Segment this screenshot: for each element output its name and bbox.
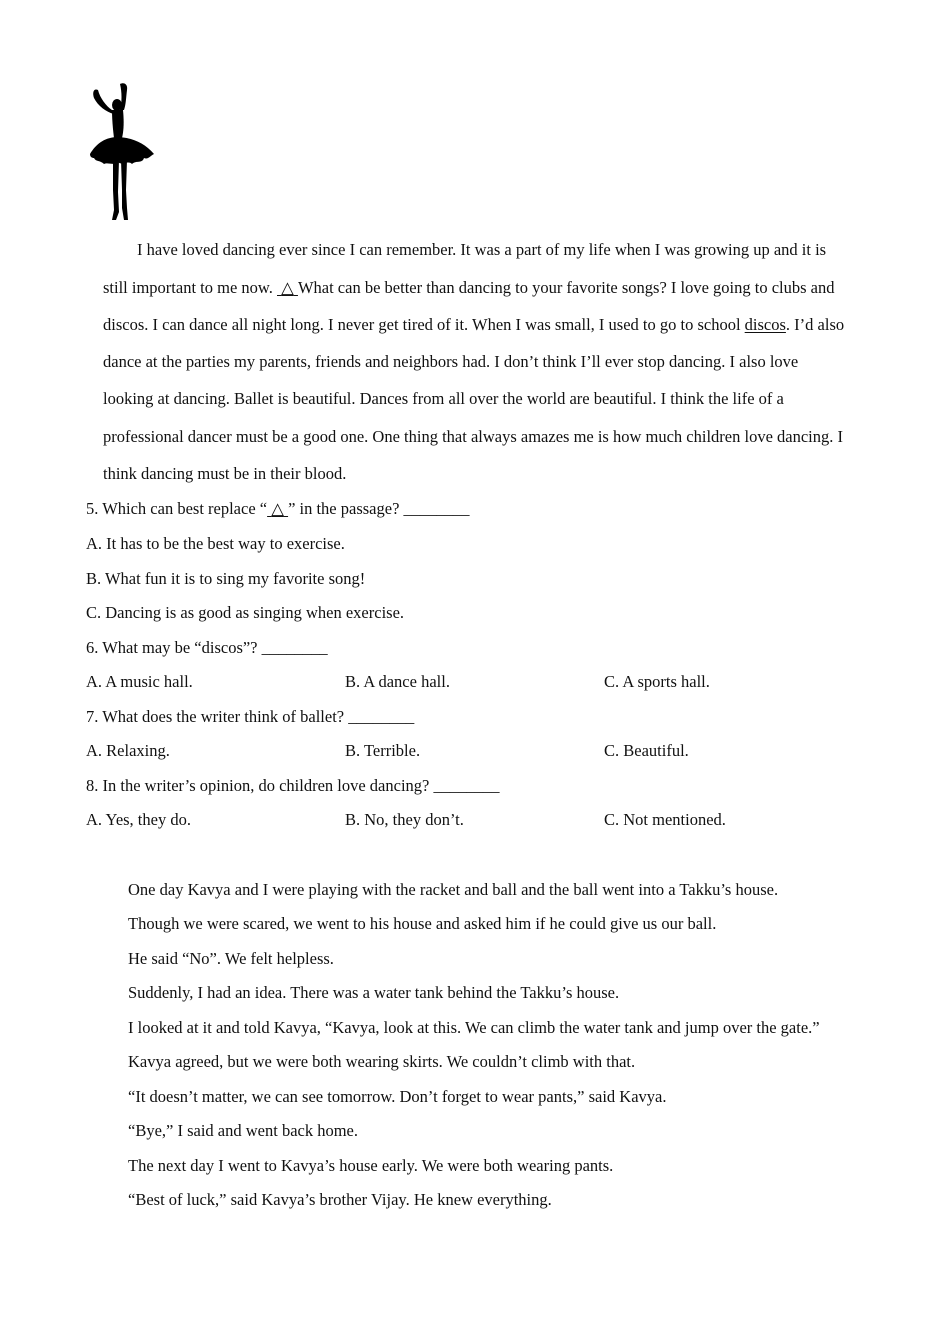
question-8-option-a: A. Yes, they do. [86,810,191,829]
passage2-line: Though we were scared, we went to his house and asked him if he could give us our ball. [128,914,717,933]
passage1-line: professional dancer must be a good one. One thing that always amazes me is how much children love dancing. I [103,427,843,446]
question-7-option-c: C. Beautiful. [604,741,689,760]
question-6-option-b: B. A dance hall. [345,672,450,691]
ballerina-silhouette-image [86,80,158,224]
underlined-word-discos: discos [744,315,786,334]
question-5-stem: 5. Which can best replace “ △ ” in the passage? ________ [86,499,470,518]
passage1-text: What can be better than dancing to your favorite songs? I love going to clubs and [297,278,835,297]
question-7-option-a: A. Relaxing. [86,741,170,760]
passage2-line: The next day I went to Kavya’s house early. We were both wearing pants. [128,1156,614,1175]
question-6-option-a: A. A music hall. [86,672,193,691]
question-5-option-a: A. It has to be the best way to exercise. [86,534,345,553]
passage1-text: . I’d also [785,315,845,334]
question-8-option-b: B. No, they don’t. [345,810,464,829]
passage2-line: “It doesn’t matter, we can see tomorrow. Don’t forget to wear pants,” said Kavya. [128,1087,667,1106]
question-7-stem: 7. What does the writer think of ballet? ________ [86,707,415,726]
passage2-line: Kavya agreed, but we were both wearing skirts. We couldn’t climb with that. [128,1052,636,1071]
passage1-line [103,315,844,335]
passage2-line: “Bye,” I said and went back home. [128,1121,359,1140]
passage2-line: “Best of luck,” said Kavya’s brother Vijay. He knew everything. [128,1190,552,1209]
passage1-line: looking at dancing. Ballet is beautiful. Dances from all over the world are beautiful. I think the life of a [103,389,784,408]
question-6-stem: 6. What may be “discos”? ________ [86,638,328,657]
question-6-option-c: C. A sports hall. [604,672,710,691]
passage1-line: think dancing must be in their blood. [103,464,347,483]
passage2-line: Suddenly, I had an idea. There was a water tank behind the Takku’s house. [128,983,620,1002]
passage1-text: still important to me now. [103,278,273,297]
passage2-line: One day Kavya and I were playing with the racket and ball and the ball went into a Takku’s house. [128,880,779,899]
question-7-option-b: B. Terrible. [345,741,421,760]
passage2-line: He said “No”. We felt helpless. [128,949,334,968]
question-5-option-c: C. Dancing is as good as singing when exercise. [86,603,405,622]
passage1-line: I have loved dancing ever since I can remember. It was a part of my life when I was growing up and it is [137,240,827,259]
question-8-stem: 8. In the writer’s opinion, do children love dancing? ________ [86,776,500,795]
blank-marker: △ [271,499,284,518]
passage1-line [103,278,835,298]
passage1-line: dance at the parties my parents, friends and neighbors had. I don’t think I’ll ever stop dancing. I also love [103,352,799,371]
passage2-line: I looked at it and told Kavya, “Kavya, look at this. We can climb the water tank and jump over the gate.” [128,1018,820,1037]
passage1-text: discos. I can dance all night long. I never get tired of it. When I was small, I used to go to school [103,315,741,334]
question-8-option-c: C. Not mentioned. [604,810,726,829]
blank-marker: △ [281,278,294,297]
question-5-option-b: B. What fun it is to sing my favorite song! [86,569,366,588]
